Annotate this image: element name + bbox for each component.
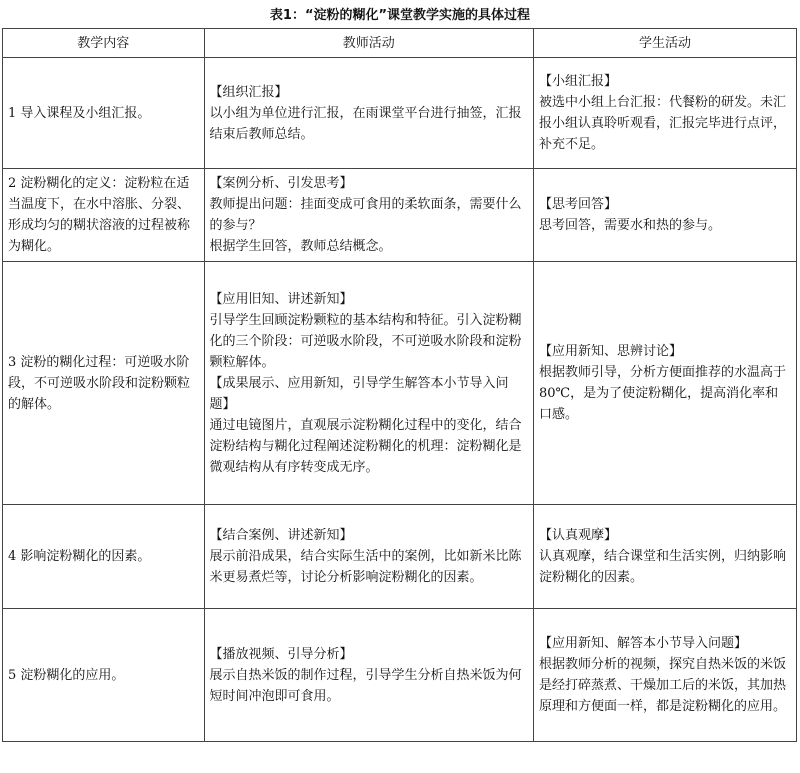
teacher-cell [204,262,533,505]
teacher-activity-heading: 【应用旧知、讲述新知】 [209,291,353,307]
student-activity-text: 认真观摩，结合课堂和生活实例，归纳影响淀粉糊化的因素。 [539,549,787,585]
teacher-activity-text: 展示自热米饭的制作过程，引导学生分析自热米饭为何短时间冲泡即可食用。 [209,667,522,704]
teacher-activity-text: 展示前沿成果，结合实际生活中的案例，比如新米比陈米更易煮烂等，讨论分析影响淀粉糊化的因素。 [209,549,522,585]
teacher-activity-heading: 【案例分析、引发思考】 [209,176,353,191]
teacher-cell [204,505,533,609]
content-cell [3,505,205,609]
content-cell [3,169,205,262]
student-activity-text: 被选中小组上台汇报：代餐粉的研发。未汇报小组认真聆听观看，汇报完毕进行点评，补充不足。 [539,95,787,152]
teacher-activity-heading: 【结合案例、讲述新知】 [209,528,353,543]
teacher-activity-text: 根据学生回答，教师总结概念。 [209,239,392,254]
teacher-activity-heading: 【成果展示、应用新知，引导学生解答本小节导入问题】 [209,375,509,412]
student-activity-text: 思考回答，需要水和热的参与。 [539,218,722,233]
process-table [2,28,797,742]
teacher-activity-text: 以小组为单位进行汇报，在雨课堂平台进行抽签，汇报结束后教师总结。 [209,105,522,142]
teacher-cell [204,58,533,169]
header-teacher-activity: 教师活动 [204,29,533,58]
student-cell [534,262,797,505]
table-row [3,58,797,169]
content-text: 5 淀粉糊化的应用。 [8,667,125,683]
student-cell [534,169,797,262]
student-cell [534,609,797,742]
content-text: 4 影响淀粉糊化的因素。 [8,549,151,564]
table-row [3,262,797,505]
student-cell [534,505,797,609]
content-cell [3,262,205,505]
student-activity-text: 根据教师分析的视频，探究自热米饭的米饭是经打碎蒸煮、干燥加工后的米饭，其加热原理和方便面一样，都是淀粉糊化的应用。 [539,657,787,714]
content-text: 2 淀粉糊化的定义：淀粉粒在适当温度下，在水中溶胀、分裂、形成均匀的糊状溶液的过程被称为糊化。 [8,176,191,254]
table-row [3,505,797,609]
teacher-activity-heading: 【组织汇报】 [209,84,288,100]
student-activity-heading: 【认真观摩】 [539,528,618,543]
table-header-row [3,29,797,58]
student-activity-heading: 【思考回答】 [539,197,618,212]
content-cell [3,58,205,169]
teacher-activity-heading: 【播放视频、引导分析】 [209,646,353,662]
table-row [3,609,797,742]
teacher-activity-text: 引导学生回顾淀粉颗粒的基本结构和特征。引入淀粉糊化的三个阶段：可逆吸水阶段，不可逆吸水阶段和淀粉颗粒解体。 [209,312,522,370]
table-row [3,169,797,262]
content-text: 1 导入课程及小组汇报。 [8,105,151,121]
student-activity-heading: 【应用新知、解答本小节导入问题】 [539,636,748,651]
teacher-cell [204,609,533,742]
teacher-activity-text: 教师提出问题：挂面变成可食用的柔软面条，需要什么的参与？ [209,197,522,233]
student-activity-text: 根据教师引导，分析方便面推荐的水温高于80℃，是为了使淀粉糊化，提高消化率和口感。 [539,365,787,422]
header-student-activity: 学生活动 [534,29,797,58]
student-cell [534,58,797,169]
teacher-activity-text: 通过电镜图片，直观展示淀粉糊化过程中的变化，结合淀粉结构与糊化过程阐述淀粉糊化的机理：淀粉糊化是微观结构从有序转变成无序。 [209,417,522,475]
table-title: 表1：“淀粉的糊化”课堂教学实施的具体过程 [269,8,531,23]
teacher-cell [204,169,533,262]
content-cell [3,609,205,742]
student-activity-heading: 【应用新知、思辨讨论】 [539,344,683,359]
header-teaching-content: 教学内容 [3,29,205,58]
content-text: 3 淀粉的糊化过程：可逆吸水阶段，不可逆吸水阶段和淀粉颗粒的解体。 [8,354,191,412]
student-activity-heading: 【小组汇报】 [539,74,618,89]
